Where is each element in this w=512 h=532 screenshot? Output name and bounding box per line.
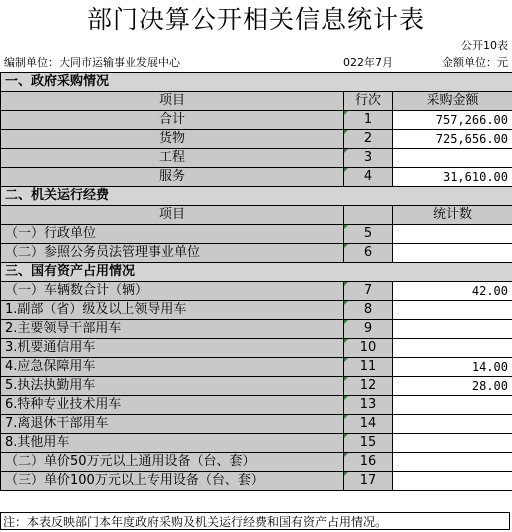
row-seq[interactable] (344, 149, 393, 168)
row-seq-text: 15 (359, 435, 377, 450)
row-seq-text: 9 (363, 321, 373, 336)
row-seq[interactable] (344, 339, 393, 358)
row-item[interactable]: 1.副部（省）级及以上领导用车 (1, 301, 344, 320)
row-item[interactable]: 3.机要通信用车 (1, 339, 344, 358)
cell-marker-icon (344, 111, 348, 115)
row-item[interactable]: 7.离退休干部用车 (1, 415, 344, 434)
report-date: 022年7月 (343, 56, 393, 69)
amount-unit: 金额单位：元 (442, 56, 508, 69)
section-procurement (1, 73, 512, 92)
row-value[interactable] (393, 472, 512, 491)
table-number: 公开10表 (461, 39, 508, 52)
section-title: 三、国有资产占用情况 (1, 263, 512, 282)
cell-marker-icon (344, 130, 348, 134)
table-row (1, 130, 512, 149)
cell-marker-icon (344, 396, 348, 400)
cell-marker-icon (344, 301, 348, 305)
row-value[interactable] (393, 453, 512, 472)
row-seq-text: 13 (359, 397, 377, 412)
table-row (1, 377, 512, 396)
cell-marker-icon (344, 149, 348, 153)
statistics-table (0, 72, 512, 491)
cell-marker-icon (344, 358, 348, 362)
row-item[interactable]: 6.特种专业技术用车 (1, 396, 344, 415)
row-seq[interactable] (344, 358, 393, 377)
row-seq[interactable] (344, 434, 393, 453)
row-seq[interactable] (344, 168, 393, 187)
row-value[interactable] (393, 149, 512, 168)
row-seq[interactable] (344, 320, 393, 339)
meta-line (0, 54, 512, 71)
row-seq[interactable] (344, 130, 393, 149)
row-item[interactable]: 8.其他用车 (1, 434, 344, 453)
cell-marker-icon (344, 434, 348, 438)
row-seq-text: 12 (359, 378, 377, 393)
row-seq-text: 8 (363, 302, 373, 317)
row-seq-text: 6 (363, 245, 373, 260)
row-seq-text: 3 (363, 150, 373, 165)
table-row (1, 282, 512, 301)
row-value[interactable] (393, 320, 512, 339)
row-seq[interactable] (344, 415, 393, 434)
row-value[interactable]: 42.00 (393, 282, 512, 301)
row-item[interactable]: 2.主要领导干部用车 (1, 320, 344, 339)
table-row (1, 415, 512, 434)
header-item: 项目 (1, 92, 344, 111)
table-row (1, 244, 512, 263)
row-value[interactable] (393, 244, 512, 263)
row-value[interactable] (393, 339, 512, 358)
row-seq[interactable] (344, 301, 393, 320)
row-seq[interactable] (344, 111, 393, 130)
cell-marker-icon (344, 339, 348, 343)
row-seq[interactable] (344, 453, 393, 472)
table-row (1, 168, 512, 187)
row-item[interactable]: （一）行政单位 (1, 225, 344, 244)
row-value[interactable]: 757,266.00 (393, 111, 512, 130)
table-row (1, 320, 512, 339)
cell-marker-icon (344, 415, 348, 419)
row-value[interactable]: 725,656.00 (393, 130, 512, 149)
row-value[interactable]: 31,610.00 (393, 168, 512, 187)
row-seq[interactable] (344, 377, 393, 396)
row-value[interactable]: 14.00 (393, 358, 512, 377)
row-seq-text: 11 (359, 359, 377, 374)
table-row (1, 453, 512, 472)
table-row (1, 434, 512, 453)
cell-marker-icon (344, 377, 348, 381)
row-seq[interactable] (344, 244, 393, 263)
row-seq-text: 17 (359, 473, 377, 488)
cell-marker-icon (344, 282, 348, 286)
row-value[interactable] (393, 415, 512, 434)
cell-marker-icon (344, 244, 348, 248)
cell-marker-icon (344, 453, 348, 457)
table-row (1, 339, 512, 358)
section-operation (1, 187, 512, 206)
compiling-unit: 编制单位：大同市运输事业发展中心 (4, 56, 180, 69)
table-row (1, 358, 512, 377)
row-item[interactable]: 合计 (1, 111, 344, 130)
section-title: 二、机关运行经费 (1, 187, 512, 206)
row-item[interactable]: 货物 (1, 130, 344, 149)
table-row (1, 472, 512, 491)
section-assets (1, 263, 512, 282)
header-count: 统计数 (393, 206, 512, 225)
table-row (1, 111, 512, 130)
row-seq-text: 4 (363, 169, 373, 184)
row-value[interactable] (393, 225, 512, 244)
row-item[interactable]: （二）单价50万元以上通用设备（台、套） (1, 453, 344, 472)
section-title: 一、政府采购情况 (1, 73, 512, 92)
row-item[interactable]: （一）车辆数合计（辆） (1, 282, 344, 301)
row-seq-text: 16 (359, 454, 377, 469)
row-item[interactable]: 5.执法执勤用车 (1, 377, 344, 396)
cell-marker-icon (344, 168, 348, 172)
row-seq[interactable] (344, 396, 393, 415)
row-item[interactable]: （二）参照公务员法管理事业单位 (1, 244, 344, 263)
cell-marker-icon (344, 225, 348, 229)
row-seq-text: 1 (363, 112, 373, 127)
row-item[interactable]: （三）单价100万元以上专用设备（台、套） (1, 472, 344, 491)
table-row (1, 149, 512, 168)
row-seq-text: 10 (359, 340, 377, 355)
header-amount: 采购金额 (393, 92, 512, 111)
table-row (1, 225, 512, 244)
row-value[interactable] (393, 301, 512, 320)
footnote: 注：本表反映部门本年度政府采购及机关运行经费和国有资产占用情况。 (0, 512, 510, 530)
row-item[interactable]: 4.应急保障用车 (1, 358, 344, 377)
row-value[interactable] (393, 396, 512, 415)
row-seq-text: 14 (359, 416, 377, 431)
row-value[interactable]: 28.00 (393, 377, 512, 396)
table-row (1, 301, 512, 320)
row-seq-text: 5 (363, 226, 373, 241)
cell-marker-icon (344, 472, 348, 476)
table-row (1, 396, 512, 415)
header-row (1, 206, 512, 225)
header-row (1, 92, 512, 111)
row-seq-text: 2 (363, 131, 373, 146)
row-item[interactable]: 工程 (1, 149, 344, 168)
header-item: 项目 (1, 206, 344, 225)
row-seq[interactable] (344, 225, 393, 244)
cell-marker-icon (344, 320, 348, 324)
row-seq[interactable] (344, 282, 393, 301)
header-seq: 行次 (344, 92, 393, 111)
row-item[interactable]: 服务 (1, 168, 344, 187)
header-seq-blank (344, 206, 393, 225)
page-title: 部门决算公开相关信息统计表 (86, 5, 425, 34)
row-seq-text: 7 (363, 283, 373, 298)
row-seq[interactable] (344, 472, 393, 491)
row-value[interactable] (393, 434, 512, 453)
